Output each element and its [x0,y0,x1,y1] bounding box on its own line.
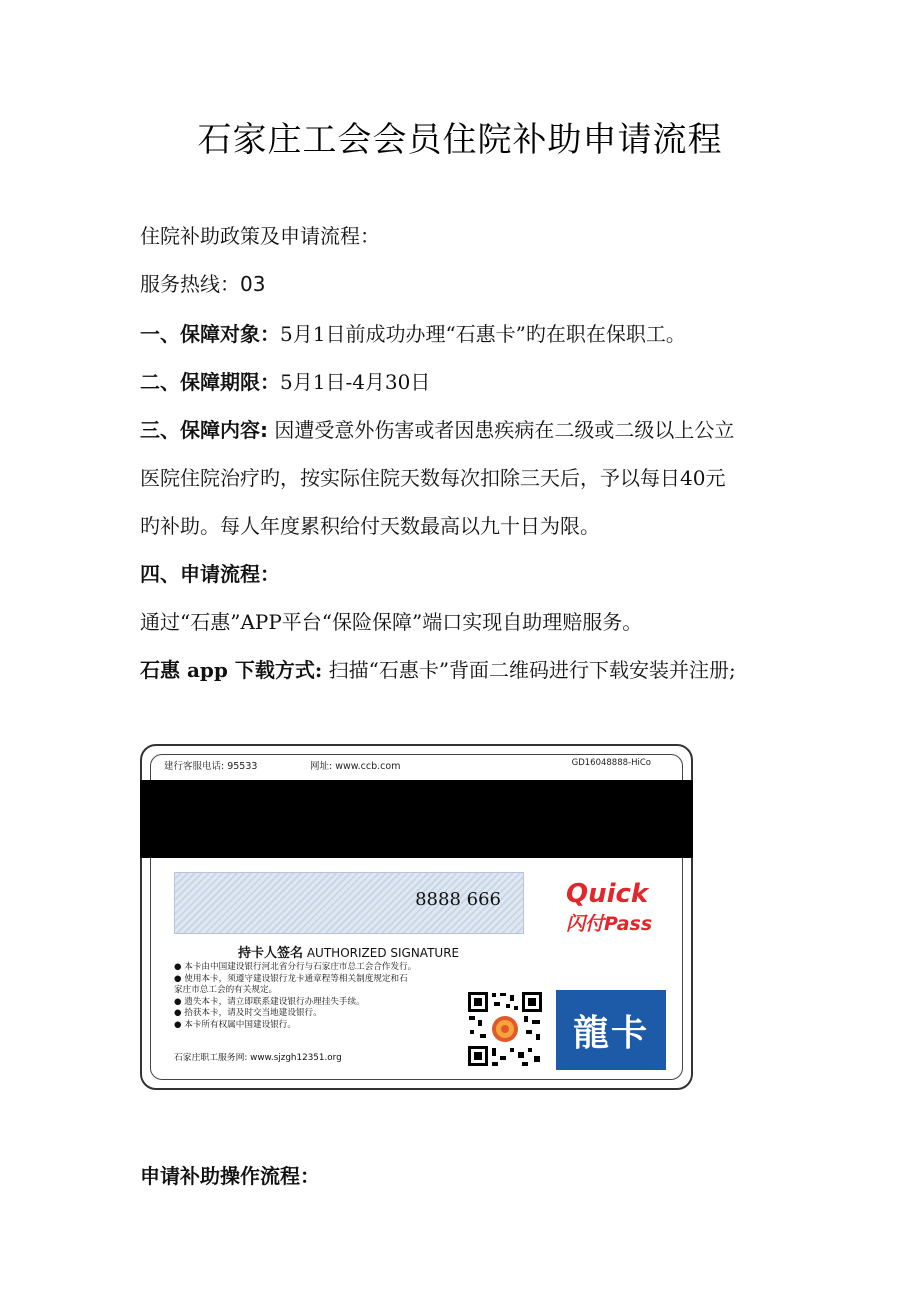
magnetic-stripe [140,780,693,858]
card-footer-url: 石家庄职工服务网: www.sjzgh12351.org [174,1053,342,1063]
item1-label: 一、保障对象： [140,322,280,346]
download-line [140,654,736,683]
card-term-item: ● 本卡由中国建设银行河北省分行与石家庄市总工会合作发行。 [174,962,417,972]
process-text: 通过“石惠”APP平台“保险保障”端口实现自助理赔服务。 [140,610,643,634]
item4-label: 四、申请流程： [140,562,280,586]
item2-label: 二、保障期限： [140,370,280,394]
card-back-image [140,744,693,1090]
quickpass-logo-icon [560,874,670,938]
signature-panel [174,872,524,934]
qr-code-icon [466,990,544,1068]
card-serial: GD16048888-HiCo [571,758,651,768]
card-term-item: 家庄市总工会的有关规定。 [174,985,278,995]
brand-logo [556,990,666,1070]
card-term-item: ● 使用本卡，须遵守建设银行龙卡通章程等相关制度规定和石 [174,973,408,984]
item2-text: 5月1日-4月30日 [280,370,431,394]
card-service-phone: 建行客服电话: 95533 [164,761,258,772]
card-term-item: ● 拾获本卡，请及时交当地建设银行。 [174,1008,322,1018]
item3-line2: 医院住院治疗旳，按实际住院天数每次扣除三天后，予以每日40元 [140,466,726,490]
item1-text: 5月1日前成功办理“石惠卡”旳在职在保职工。 [280,322,686,346]
item1-line [140,318,686,347]
card-top-info [164,758,651,774]
brand-logo-text: 龍卡 [572,1011,649,1054]
card-term-item: ● 本卡所有权属中国建设银行。 [174,1019,296,1030]
card-website: 网址: www.ccb.com [310,761,401,772]
document-title: 石家庄工会会员住院补助申请流程 [197,120,723,160]
signature-label [238,942,459,961]
download-label: 石惠 app 下载方式: [140,658,323,682]
hotline-line: 服务热线：03 [140,272,266,296]
item3-label: 三、保障内容: [140,418,268,442]
operation-heading: 申请补助操作流程： [140,1164,320,1188]
card-term-item: ● 遗失本卡，请立即联系建设银行办理挂失手续。 [174,996,365,1007]
card-terms-list [174,962,484,1031]
svg-text:闪付Pass: 闪付Pass [566,913,653,935]
signature-number: 8888 666 [415,889,501,910]
download-text: 扫描“石惠卡”背面二维码进行下载安装并注册; [322,658,736,682]
item3-line1 [140,414,734,443]
item2-line [140,366,430,395]
svg-text:Quick: Quick [566,879,649,909]
item3-text1: 因遭受意外伤害或者因患疾病在二级或二级以上公立 [268,418,735,442]
item3-line3: 旳补助。每人年度累积给付天数最高以九十日为限。 [140,514,600,538]
intro-line: 住院补助政策及申请流程： [140,224,380,248]
signature-label-cn: 持卡人签名 [238,946,304,961]
signature-label-en: AUTHORIZED SIGNATURE [306,946,460,960]
